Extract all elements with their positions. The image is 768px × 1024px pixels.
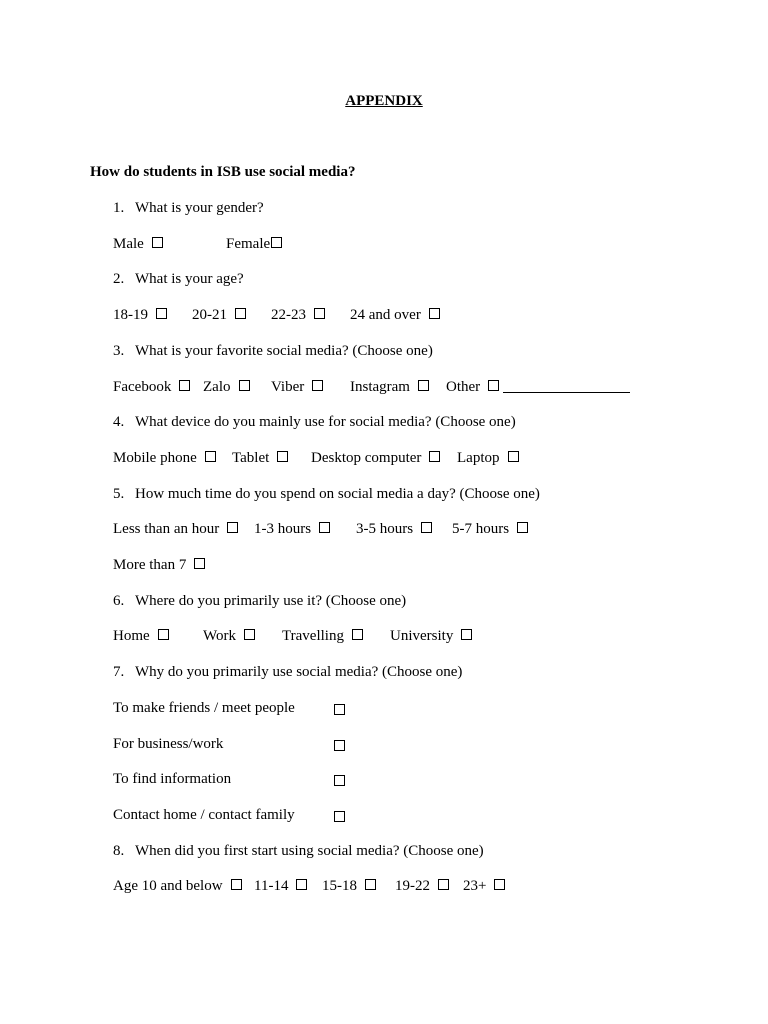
question-text: What is your gender? <box>135 200 264 216</box>
option-15-18[interactable] <box>322 878 376 895</box>
options-row-5b <box>113 557 753 577</box>
question-number: 4. <box>113 414 125 430</box>
option-1-3-hours[interactable] <box>254 521 330 538</box>
option-20-21[interactable] <box>192 307 246 324</box>
option-instagram[interactable] <box>350 379 429 396</box>
option-age-10-and-below[interactable] <box>113 878 242 895</box>
question-text: Why do you primarily use social media? (Choose one) <box>135 664 463 680</box>
question-number: 6. <box>113 593 125 609</box>
question-4 <box>113 414 516 431</box>
option-label: University <box>390 628 454 644</box>
option-label: Facebook <box>113 379 172 395</box>
question-7 <box>113 664 462 681</box>
option-3-5-hours[interactable] <box>356 521 432 538</box>
checkbox[interactable] <box>296 879 307 890</box>
option-label: Viber <box>271 379 305 395</box>
option-label: 1-3 hours <box>254 521 312 537</box>
option-tablet[interactable] <box>232 450 288 467</box>
option-other[interactable] <box>446 379 630 396</box>
page-title: APPENDIX <box>345 93 423 109</box>
option-11-14[interactable] <box>254 878 307 895</box>
survey-heading: How do students in ISB use social media? <box>90 164 356 180</box>
question-text: When did you first start using social media? (Choose one) <box>135 843 484 859</box>
checkbox[interactable] <box>312 380 323 391</box>
option-label: 24 and over <box>350 307 421 323</box>
checkbox[interactable] <box>421 522 432 533</box>
question-1 <box>113 200 264 217</box>
option-zalo[interactable] <box>203 379 250 396</box>
option-business-work[interactable] <box>113 736 223 753</box>
question-number: 8. <box>113 843 125 859</box>
checkbox[interactable] <box>205 451 216 462</box>
option-label: To find information <box>113 771 232 787</box>
option-label: Tablet <box>232 450 270 466</box>
checkbox[interactable] <box>231 879 242 890</box>
option-male[interactable] <box>113 236 163 253</box>
question-text: Where do you primarily use it? (Choose one) <box>135 593 407 609</box>
checkbox[interactable] <box>319 522 330 533</box>
option-laptop[interactable] <box>457 450 519 467</box>
option-viber[interactable] <box>271 379 323 396</box>
option-label: Instagram <box>350 379 410 395</box>
option-label: 23+ <box>463 878 487 894</box>
option-label: 19-22 <box>395 878 430 894</box>
option-18-19[interactable] <box>113 307 167 324</box>
checkbox[interactable] <box>271 237 282 248</box>
option-label: Less than an hour <box>113 521 220 537</box>
question-6 <box>113 593 406 610</box>
option-label: 15-18 <box>322 878 357 894</box>
checkbox[interactable] <box>461 629 472 640</box>
checkbox[interactable] <box>438 879 449 890</box>
option-work[interactable] <box>203 628 255 645</box>
checkbox[interactable] <box>488 380 499 391</box>
checkbox[interactable] <box>334 811 345 822</box>
checkbox[interactable] <box>158 629 169 640</box>
option-label: Age 10 and below <box>113 878 223 894</box>
options-row-3 <box>113 379 753 399</box>
option-5-7-hours[interactable] <box>452 521 528 538</box>
question-number: 3. <box>113 343 125 359</box>
option-24-and-over[interactable] <box>350 307 440 324</box>
option-19-22[interactable] <box>395 878 449 895</box>
options-row-5 <box>113 521 753 541</box>
other-write-in-line[interactable] <box>503 379 630 393</box>
options-row-2 <box>113 307 753 327</box>
checkbox[interactable] <box>156 308 167 319</box>
question-number: 1. <box>113 200 125 216</box>
question-8 <box>113 843 484 860</box>
option-label: Work <box>203 628 236 644</box>
question-text: What is your age? <box>135 271 244 287</box>
checkbox[interactable] <box>227 522 238 533</box>
checkbox[interactable] <box>365 879 376 890</box>
question-text: How much time do you spend on social media a day? (Choose one) <box>135 486 540 502</box>
checkbox[interactable] <box>508 451 519 462</box>
options-row-6 <box>113 628 753 648</box>
option-less-than-an-hour[interactable] <box>113 521 238 538</box>
checkbox[interactable] <box>494 879 505 890</box>
option-home[interactable] <box>113 628 169 645</box>
option-label: Travelling <box>282 628 344 644</box>
question-text: What is your favorite social media? (Choose one) <box>135 343 433 359</box>
checkbox[interactable] <box>429 308 440 319</box>
option-label: 11-14 <box>254 878 289 894</box>
option-22-23[interactable] <box>271 307 325 324</box>
option-find-information[interactable] <box>113 771 231 788</box>
checkbox[interactable] <box>334 704 345 715</box>
option-23-plus[interactable] <box>463 878 505 895</box>
checkbox[interactable] <box>152 237 163 248</box>
option-label: 5-7 hours <box>452 521 510 537</box>
options-row-8 <box>113 878 753 898</box>
option-travelling[interactable] <box>282 628 363 645</box>
checkbox[interactable] <box>517 522 528 533</box>
option-label: Mobile phone <box>113 450 197 466</box>
option-label: Other <box>446 379 481 395</box>
option-label: More than 7 <box>113 557 187 573</box>
option-label: 20-21 <box>192 307 227 323</box>
option-label: Desktop computer <box>311 450 422 466</box>
checkbox[interactable] <box>244 629 255 640</box>
option-label: 3-5 hours <box>356 521 414 537</box>
question-number: 7. <box>113 664 125 680</box>
option-desktop-computer[interactable] <box>311 450 440 467</box>
option-label: 18-19 <box>113 307 148 323</box>
question-number: 5. <box>113 486 125 502</box>
question-5 <box>113 486 540 503</box>
checkbox[interactable] <box>179 380 190 391</box>
option-label: Male <box>113 236 144 252</box>
checkbox[interactable] <box>314 308 325 319</box>
option-female[interactable] <box>226 236 282 253</box>
question-2 <box>113 271 244 288</box>
option-label: Laptop <box>457 450 500 466</box>
option-mobile-phone[interactable] <box>113 450 216 467</box>
checkbox[interactable] <box>418 380 429 391</box>
checkbox[interactable] <box>334 740 345 751</box>
question-text: What device do you mainly use for social media? (Choose one) <box>135 414 516 430</box>
checkbox[interactable] <box>194 558 205 569</box>
option-label: Female <box>226 236 271 252</box>
options-row-1 <box>113 236 753 256</box>
option-label: 22-23 <box>271 307 306 323</box>
checkbox[interactable] <box>277 451 288 462</box>
option-label: Contact home / contact family <box>113 807 295 823</box>
option-contact-family[interactable] <box>113 807 295 824</box>
option-facebook[interactable] <box>113 379 190 396</box>
option-label: To make friends / meet people <box>113 700 295 716</box>
option-university[interactable] <box>390 628 472 645</box>
question-3 <box>113 343 433 360</box>
question-number: 2. <box>113 271 125 287</box>
option-label: Home <box>113 628 150 644</box>
option-more-than-7[interactable] <box>113 557 205 574</box>
checkbox[interactable] <box>352 629 363 640</box>
option-label: For business/work <box>113 736 224 752</box>
options-row-4 <box>113 450 753 470</box>
checkbox[interactable] <box>429 451 440 462</box>
checkbox[interactable] <box>235 308 246 319</box>
option-label: Zalo <box>203 379 231 395</box>
checkbox[interactable] <box>334 775 345 786</box>
checkbox[interactable] <box>239 380 250 391</box>
option-make-friends[interactable] <box>113 700 295 717</box>
